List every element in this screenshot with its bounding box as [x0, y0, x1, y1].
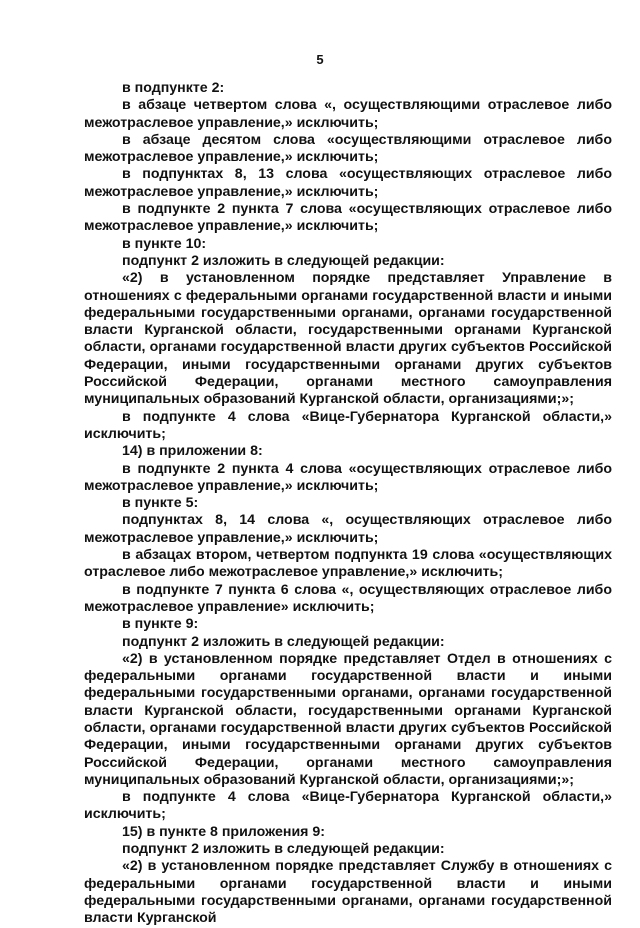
paragraph: в абзаце четвертом слова «, осуществляющими отраслевое либо межотраслевое управление,» исключить;	[84, 97, 612, 131]
paragraph: 14) в приложении 8:	[122, 443, 263, 460]
paragraph: 15) в пункте 8 приложения 9:	[122, 823, 326, 840]
paragraph: в подпункте 4 слова «Вице-Губернатора Курганской области,» исключить;	[84, 408, 612, 442]
paragraph: «2) в установленном порядке представляет Управление в отношениях с федеральными органами государственной власти и иными федеральными государственными органами, органами государственной власти Курганской области, государственными органами Курганской области, органами государственной власти других субъектов Российской Федерации, иными государственными органами других субъектов Российской Федерации, органами местного самоуправления муниципальных образований Курганской области, организациями;»;	[84, 270, 612, 408]
paragraph: подпункт 2 изложить в следующей редакции:	[122, 633, 445, 650]
paragraph: «2) в установленном порядке представляет Службу в отношениях с федеральными органами государственной власти и иными федеральными государственными органами, органами государственной власти Курганской	[84, 858, 612, 927]
paragraph: в подпункте 2 пункта 4 слова «осуществляющих отраслевое либо межотраслевое управление,» исключить;	[84, 460, 612, 494]
document-body	[84, 80, 612, 928]
paragraph: в подпункте 2:	[122, 80, 225, 96]
paragraph: в пункте 5:	[122, 495, 199, 512]
paragraph: «2) в установленном порядке представляет Отдел в отношениях с федеральными органами государственной власти и иными федеральными государственными органами, органами государственной власти Курганской области, государственными органами Курганской области, органами государственной власти других субъектов Российской Федерации, иными государственными органами других субъектов Российской Федерации, органами местного самоуправления муниципальных образований Курганской области, организациями;»;	[84, 650, 612, 788]
paragraph: в подпунктах 8, 13 слова «осуществляющих отраслевое либо межотраслевое управление,» исключить;	[84, 166, 612, 200]
paragraph: в абзацах втором, четвертом подпункта 19 слова «осуществляющих отраслевое либо межотраслевое управление,» исключить;	[84, 547, 612, 581]
paragraph: в абзаце десятом слова «осуществляющими отраслевое либо межотраслевое управление,» исключить;	[84, 131, 612, 166]
paragraph: подпунктах 8, 14 слова «, осуществляющих отраслевое либо межотраслевое управление,» исключить;	[84, 512, 612, 546]
paragraph: в пункте 10:	[122, 235, 207, 252]
paragraph: в пункте 9:	[122, 616, 199, 633]
paragraph: в подпункте 4 слова «Вице-Губернатора Курганской области,» исключить;	[84, 789, 612, 823]
paragraph: в подпункте 7 пункта 6 слова «, осуществляющих отраслевое либо межотраслевое управление» исключить;	[84, 581, 612, 615]
paragraph: в подпункте 2 пункта 7 слова «осуществляющих отраслевое либо межотраслевое управление,» исключить;	[84, 201, 612, 235]
paragraph: подпункт 2 изложить в следующей редакции:	[122, 841, 445, 858]
paragraph: подпункт 2 изложить в следующей редакции:	[122, 252, 445, 269]
page-number: 5	[316, 52, 324, 67]
